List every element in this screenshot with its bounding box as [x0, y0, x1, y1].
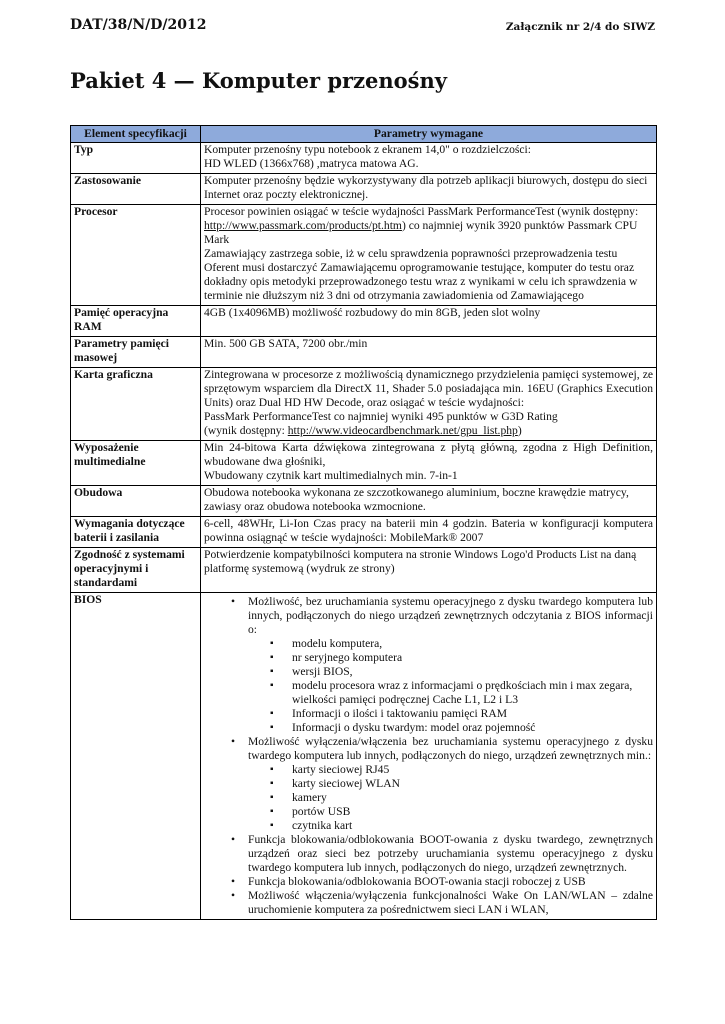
bios-sublist: [248, 763, 653, 833]
page-title: Pakiet 4 — Komputer przenośny: [70, 68, 447, 93]
bios-item-2: Możliwość wyłączenia/włączenia bez uruchamiania systemu operacyjnego z dysku twardego komputera lub innych, podłączonych do niego, urządzeń zewnętrznych min.:: [248, 735, 653, 762]
column-header-element: Element specyfikacji: [71, 126, 201, 143]
row-value: [201, 441, 657, 486]
list-item: ▪ modelu komputera,: [248, 637, 653, 651]
list-item: ▪ kamery: [248, 791, 653, 805]
row-key: Typ: [71, 143, 201, 174]
row-key: Wymagania dotyczące baterii i zasilania: [71, 517, 201, 548]
row-key: Zastosowanie: [71, 174, 201, 205]
list-item: ▪ modelu procesora wraz z informacjami o prędkościach min i max zegara, wielkości pamięci podręcznej Cache L1, L2 i L3: [248, 679, 653, 707]
row-value: Obudowa notebooka wykonana ze szczotkowanego aluminium, boczne krawędzie matrycy, zawiasy oraz obudowa notebooka wzmocnione.: [201, 486, 657, 517]
list-item: ▪ nr seryjnego komputera: [248, 651, 653, 665]
row-value: [201, 593, 657, 920]
row-procesor: [71, 205, 657, 306]
bios-sublist: [248, 637, 653, 735]
row-key: Parametry pamięci masowej: [71, 337, 201, 368]
row-zastosowanie: [71, 174, 657, 205]
grafika-text-4: ): [517, 424, 522, 437]
list-item: ▪ karty sieciowej WLAN: [248, 777, 653, 791]
procesor-text-3: Zamawiający zastrzega sobie, iż w celu sprawdzenia poprawności przeprowadzenia testu Oferent musi dostarczyć Zamawiającemu oprogramowanie testujące, komputer do testu oraz dokładny opis metodyki przeprowadzonego testu wraz z wynikami w celu ich sprawdzenia w terminie nie dłuższym niż 3 dni od otrzymania zawiadomienia od Zamawiającego: [204, 247, 638, 302]
row-bateria: [71, 517, 657, 548]
row-key: Procesor: [71, 205, 201, 306]
list-item: ▪ Informacji o dysku twardym: model oraz pojemność: [248, 721, 653, 735]
bios-item-1: Możliwość, bez uruchamiania systemu operacyjnego z dysku twardego komputera lub innych, podłączonych do niego urządzeń zewnętrznych odczytania z BIOS informacji o:: [248, 595, 653, 636]
row-multimedia: [71, 441, 657, 486]
row-dysk: [71, 337, 657, 368]
row-typ: [71, 143, 657, 174]
table-header-row: [71, 126, 657, 143]
bios-list: [204, 595, 653, 917]
row-value: Potwierdzenie kompatybilności komputera na stronie Windows Logo'd Products List na daną platformę systemową (wydruk ze strony): [201, 548, 657, 593]
document-reference: DAT/38/N/D/2012: [70, 17, 207, 33]
procesor-text-2: ) co najmniej wynik 3920 punktów Passmark CPU Mark: [204, 219, 638, 246]
attachment-label: Załącznik nr 2/4 do SIWZ: [505, 21, 655, 33]
typ-line-2: HD WLED (1366x768) ,matryca matowa AG.: [204, 157, 419, 170]
multimedia-text-2: Wbudowany czytnik kart multimedialnych min. 7-in-1: [204, 469, 458, 482]
column-header-parameters: Parametry wymagane: [201, 126, 657, 143]
row-value: [201, 143, 657, 174]
list-item: • Funkcja blokowania/odblokowania BOOT-owania stacji roboczej z USB: [204, 875, 653, 889]
row-value: Min. 500 GB SATA, 7200 obr./min: [201, 337, 657, 368]
list-item: ▪ czytnika kart: [248, 819, 653, 833]
list-item: • Możliwość włączenia/wyłączenia funkcjonalności Wake On LAN/WLAN – zdalne uruchomienie komputera za pośrednictwem sieci LAN i WLAN,: [204, 889, 653, 917]
grafika-text-2: PassMark PerformanceTest co najmniej wyniki 495 punktów w G3D Rating: [204, 410, 558, 423]
list-item: ▪ portów USB: [248, 805, 653, 819]
row-obudowa: [71, 486, 657, 517]
row-bios: [71, 593, 657, 920]
row-ram: [71, 306, 657, 337]
list-item: ▪ karty sieciowej RJ45: [248, 763, 653, 777]
specification-table: [70, 125, 657, 920]
list-item: • Funkcja blokowania/odblokowania BOOT-owania z dysku twardego, zewnętrznych urządzeń oraz sieci bez potrzeby uruchamiania systemu operacyjnego z dysku twardego komputera lub innych, podłączonych do niego, urządzeń zewnętrznych.: [204, 833, 653, 875]
grafika-text-3: (wynik dostępny:: [204, 424, 288, 437]
row-key: Obudowa: [71, 486, 201, 517]
row-value: Komputer przenośny będzie wykorzystywany dla potrzeb aplikacji biurowych, dostępu do sieci Internet oraz poczty elektronicznej.: [201, 174, 657, 205]
row-key: Zgodność z systemami operacyjnymi i standardami: [71, 548, 201, 593]
list-item: [204, 735, 653, 833]
row-value: 4GB (1x4096MB) możliwość rozbudowy do min 8GB, jeden slot wolny: [201, 306, 657, 337]
row-value: [201, 368, 657, 441]
procesor-text-1: Procesor powinien osiągać w teście wydajności PassMark PerformanceTest (wynik dostępny:: [204, 205, 639, 218]
row-key: Pamięć operacyjna RAM: [71, 306, 201, 337]
row-key: Karta graficzna: [71, 368, 201, 441]
list-item: [204, 595, 653, 735]
row-value: [201, 205, 657, 306]
row-value: 6-cell, 48WHr, Li-Ion Czas pracy na baterii min 4 godzin. Bateria w konfiguracji komputera powinna osiągnąć w teście wydajności: MobileMark® 2007: [201, 517, 657, 548]
row-key: BIOS: [71, 593, 201, 920]
grafika-text-1: Zintegrowana w procesorze z możliwością dynamicznego przydzielenia pamięci systemowej, ze sprzętowym wsparciem dla DirectX 11, Shader 5.0 posiadająca min. 16EU (Graphics Execution Units) oraz Dual HD HW Decode, oraz osiągać w teście wydajności:: [204, 368, 653, 409]
row-key: Wyposażenie multimedialne: [71, 441, 201, 486]
videocard-link[interactable]: http://www.videocardbenchmark.net/gpu_list.php: [287, 424, 518, 437]
multimedia-text-1: Min 24-bitowa Karta dźwiękowa zintegrowana z płytą główną, zgodna z High Definition, wbudowane dwa głośniki,: [204, 441, 653, 468]
row-zgodnosc: [71, 548, 657, 593]
list-item: ▪ Informacji o ilości i taktowaniu pamięci RAM: [248, 707, 653, 721]
list-item: ▪ wersji BIOS,: [248, 665, 653, 679]
passmark-link[interactable]: http://www.passmark.com/products/pt.htm: [204, 219, 402, 232]
row-grafika: [71, 368, 657, 441]
typ-line-1: Komputer przenośny typu notebook z ekranem 14,0" o rozdzielczości:: [204, 143, 532, 156]
